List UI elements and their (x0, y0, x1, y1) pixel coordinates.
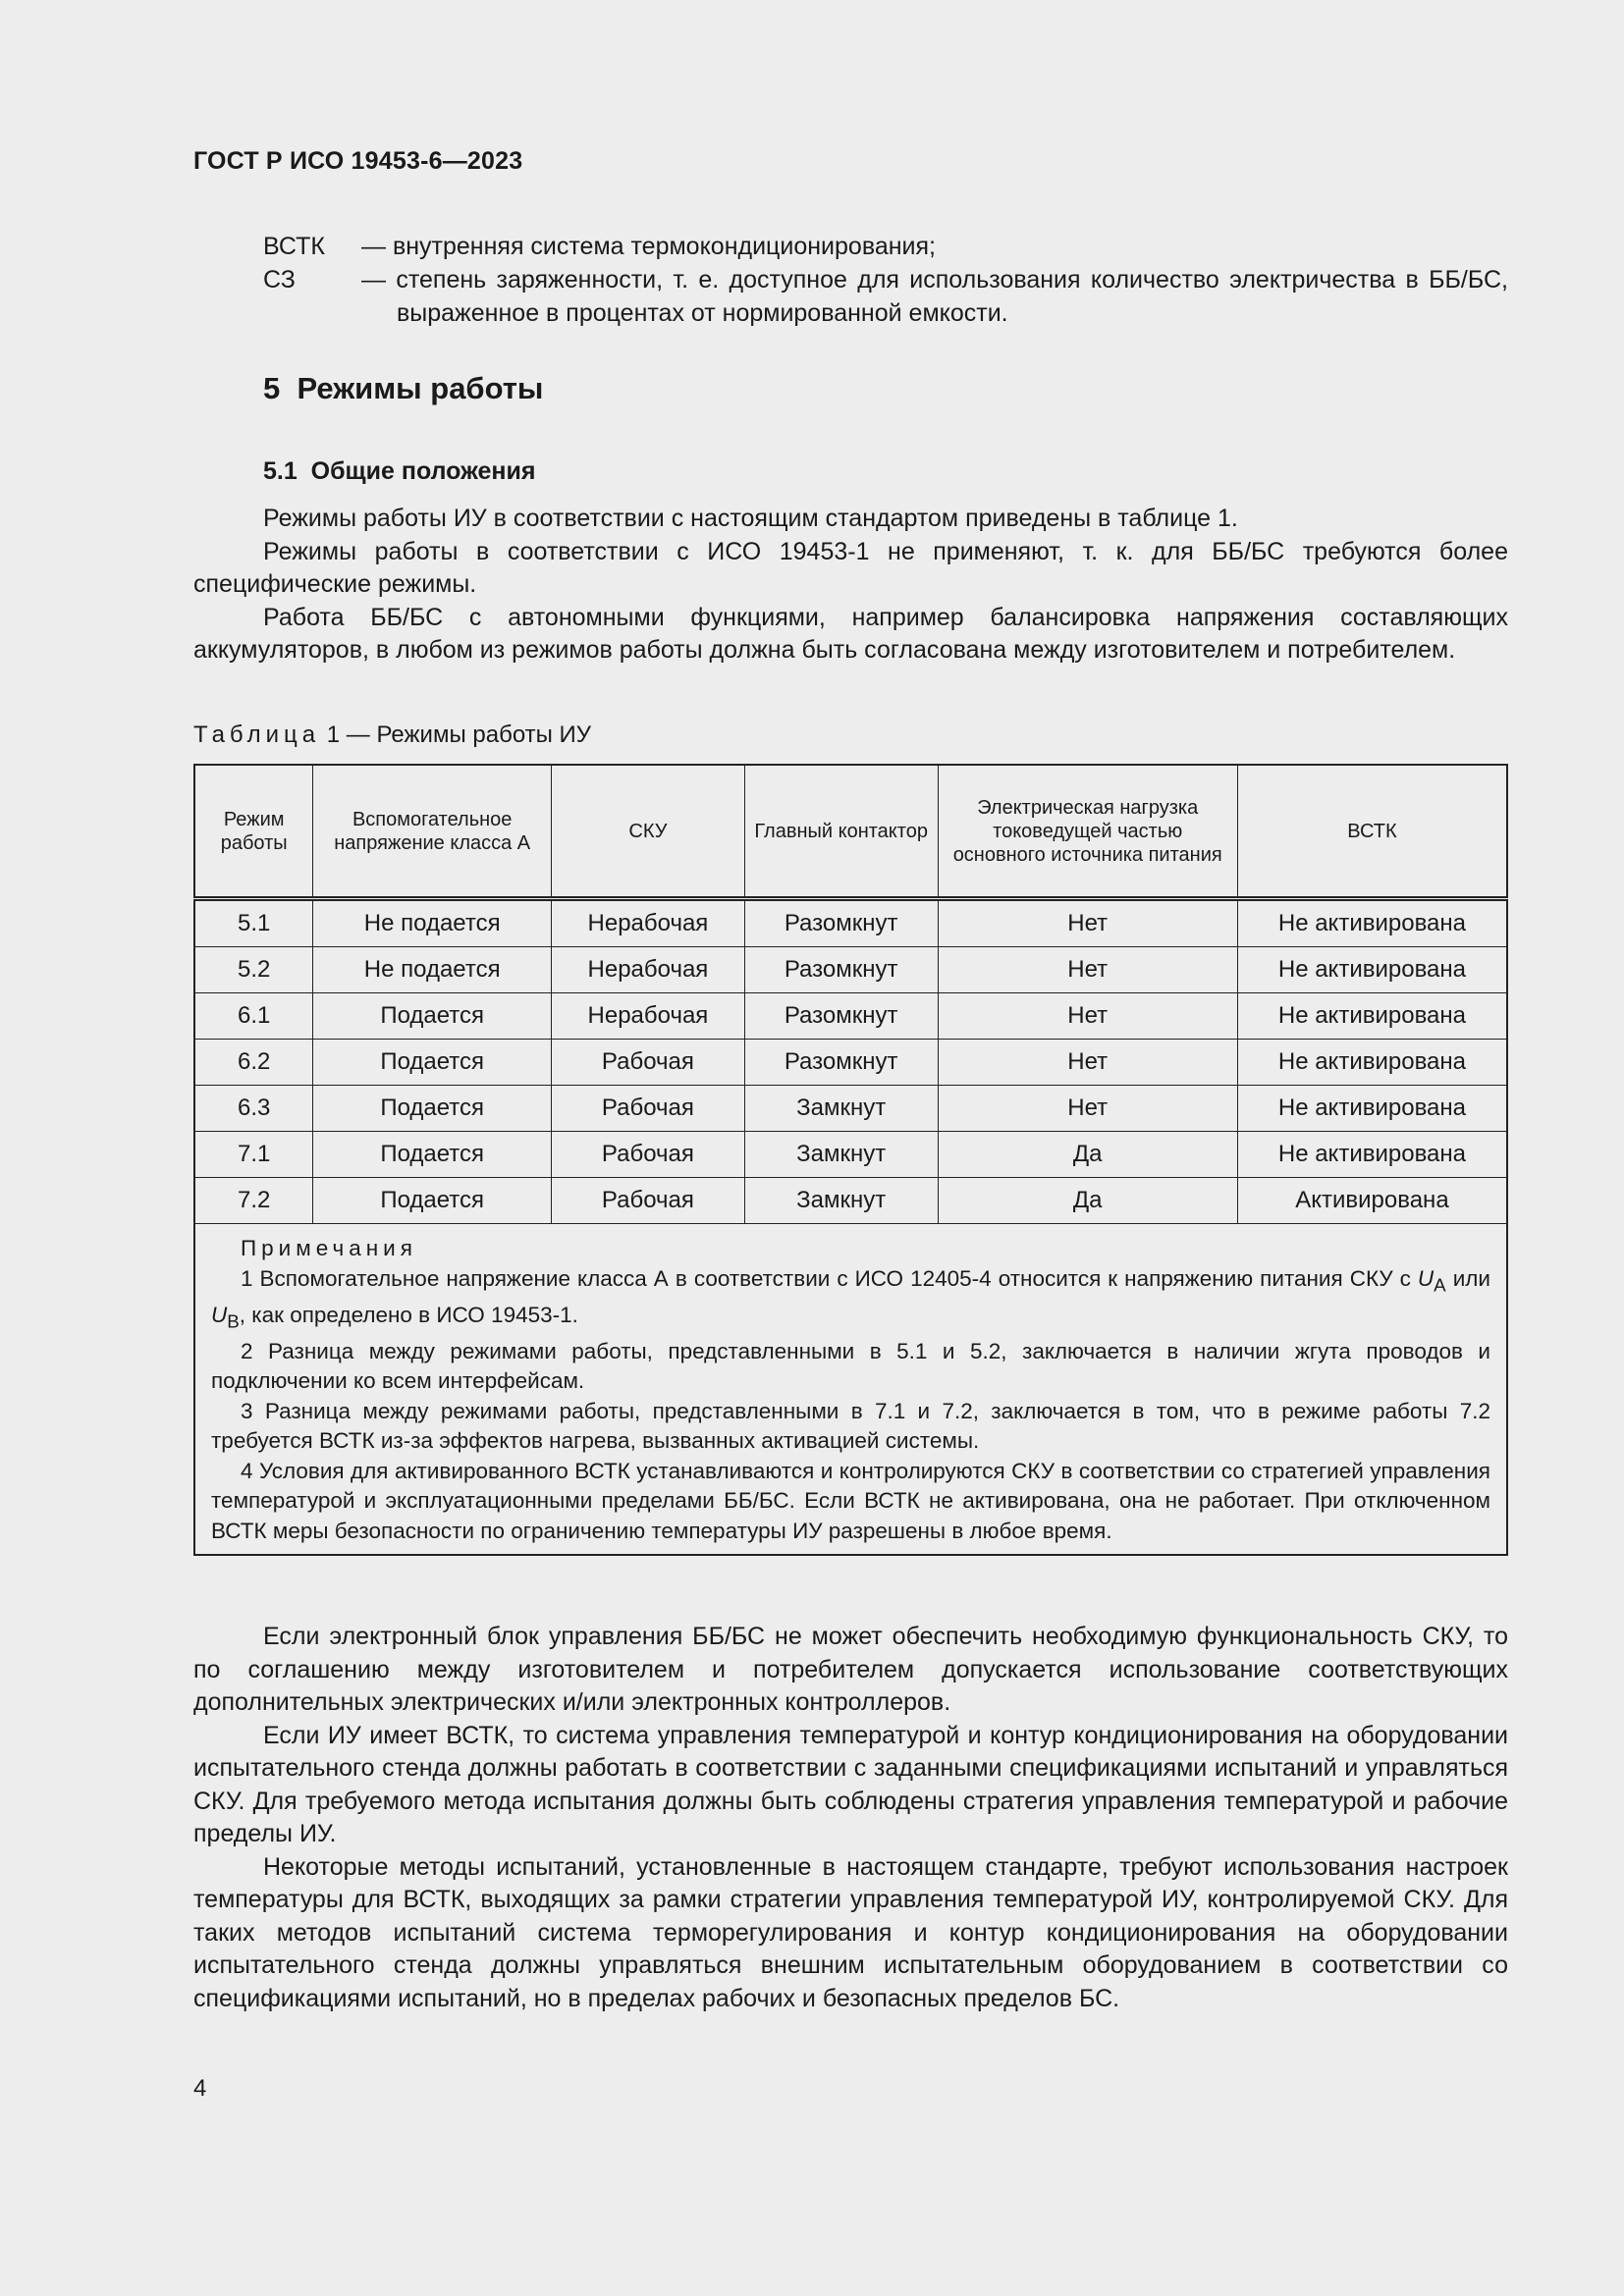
note-2: 2 Разница между режимами работы, представленными в 5.1 и 5.2, заключается в наличии жгута проводов и подключении ко всем интерфейсам. (211, 1338, 1490, 1393)
table-cell: 7.1 (194, 1132, 313, 1178)
column-header-main-contactor: Главный контактор (744, 765, 938, 899)
note-1-text: 1 Вспомогательное напряжение класса А в соответствии с ИСО 12405-4 относится к напряжению питания СКУ с (241, 1265, 1418, 1291)
table-cell: Нерабочая (552, 993, 745, 1040)
table-row (194, 1040, 1507, 1086)
table-cell: Да (938, 1132, 1237, 1178)
table-cell: Рабочая (552, 1178, 745, 1224)
table-cell: Разомкнут (744, 899, 938, 947)
abbreviation-term: ВСТК (263, 233, 325, 260)
note-1-or: или (1445, 1265, 1490, 1291)
table-cell: Нерабочая (552, 899, 745, 947)
document-code: ГОСТ Р ИСО 19453-6—2023 (193, 147, 523, 175)
table-cell: Рабочая (552, 1040, 745, 1086)
table-row (194, 1086, 1507, 1132)
paragraph: Некоторые методы испытаний, установленные в настоящем стандарте, требуют использования настроек температуры для ВСТК, выходящих за рамки стратегии управления температурой ИУ, контролируемой СКУ. Для таких методов испытаний система терморегулирования и контур кондиционирования на оборудовании испытательного стенда должны управляться внешним испытательным оборудованием в соответствии со спецификациями испытаний, но в пределах рабочих и безопасных пределов БС. (193, 1852, 1508, 2012)
notes-title: Примечания (241, 1236, 417, 1260)
table-caption (193, 721, 591, 749)
table-cell: Да (938, 1178, 1237, 1224)
table-row (194, 993, 1507, 1040)
table-cell: Не активирована (1237, 1086, 1507, 1132)
column-header-sku: СКУ (552, 765, 745, 899)
voltage-symbol: U (1417, 1265, 1435, 1291)
column-header-aux-voltage: Вспомогательное напряжение класса А (313, 765, 552, 899)
table-cell: Разомкнут (744, 993, 938, 1040)
table-cell: 5.2 (194, 947, 313, 993)
table-cell: Нет (938, 947, 1237, 993)
body-text (193, 1621, 1508, 2015)
table-row (194, 1178, 1507, 1224)
table-header-row (194, 765, 1507, 899)
table-row (194, 899, 1507, 947)
table-cell: Не активирована (1237, 899, 1507, 947)
column-header-electrical-load: Электрическая нагрузка токоведущей частью основного источника питания (938, 765, 1237, 899)
table-row (194, 1132, 1507, 1178)
table-cell: 6.1 (194, 993, 313, 1040)
table-cell: 6.3 (194, 1086, 313, 1132)
table-cell: Подается (313, 993, 552, 1040)
section-heading: 5 Режимы работы (263, 371, 544, 405)
abbreviation-definition: — степень заряженности, т. е. доступное для использования количество электричества в ББ/БС, выраженное в процентах от нормированной емкости. (361, 266, 1508, 327)
table-cell: Нерабочая (552, 947, 745, 993)
paragraph: Если электронный блок управления ББ/БС не может обеспечить необходимую функциональность СКУ, то по соглашению между изготовителем и потребителем допускается использование соответствующих дополнительных электрических и/или электронных контроллеров. (193, 1623, 1508, 1716)
paragraph: Работа ББ/БС с автономными функциями, например балансировка напряжения составляющих аккумуляторов, в любом из режимов работы должна быть согласована между изготовителем и потребителем. (193, 603, 1508, 664)
modes-table (193, 764, 1508, 1556)
subscript-b: B (227, 1310, 240, 1331)
table-cell: Замкнут (744, 1086, 938, 1132)
column-header-mode: Режим работы (194, 765, 313, 899)
voltage-symbol: U (211, 1302, 228, 1327)
column-header-vstk: ВСТК (1237, 765, 1507, 899)
table-notes-row (194, 1224, 1507, 1556)
note-4: 4 Условия для активированного ВСТК устанавливаются и контролируются СКУ в соответствии со стратегией управления температурой и эксплуатационными пределами ББ/БС. Если ВСТК не активирована, она не работает. При отключенном ВСТК меры безопасности по ограничению температуры ИУ разрешены в любое время. (211, 1458, 1490, 1543)
table-cell: Замкнут (744, 1178, 938, 1224)
table-cell: 6.2 (194, 1040, 313, 1086)
table-notes (194, 1224, 1507, 1556)
note-3: 3 Разница между режимами работы, представленными в 7.1 и 7.2, заключается в том, что в режиме работы 7.2 требуется ВСТК из-за эффектов нагрева, вызванных активацией системы. (211, 1398, 1490, 1453)
table-cell: Рабочая (552, 1086, 745, 1132)
abbreviation-entry (263, 230, 1508, 263)
paragraph: Режимы работы в соответствии с ИСО 19453-1 не применяют, т. к. для ББ/БС требуются более специфические режимы. (193, 537, 1508, 598)
abbreviation-definition: — внутренняя система термокондиционирования; (361, 233, 936, 260)
table-cell: Не подается (313, 899, 552, 947)
table-cell: Не активирована (1237, 1132, 1507, 1178)
abbreviation-term: СЗ (263, 266, 296, 294)
table-cell: Не активирована (1237, 1040, 1507, 1086)
table-cell: Нет (938, 899, 1237, 947)
paragraph: Режимы работы ИУ в соответствии с настоящим стандартом приведены в таблице 1. (263, 505, 1238, 532)
table-cell: Не активирована (1237, 947, 1507, 993)
subsection-heading: 5.1 Общие положения (263, 457, 536, 485)
table-cell: Подается (313, 1132, 552, 1178)
intro-text (193, 503, 1508, 667)
note-1 (211, 1264, 1490, 1337)
table-cell: Разомкнут (744, 1040, 938, 1086)
paragraph: Если ИУ имеет ВСТК, то система управления температурой и контур кондиционирования на оборудовании испытательного стенда должны работать в соответствии с заданными спецификациями испытаний и управляться СКУ. Для требуемого метода испытания должны быть соблюдены стратегия управления температурой и рабочие пределы ИУ. (193, 1721, 1508, 1847)
table-cell: Нет (938, 1086, 1237, 1132)
page-number: 4 (193, 2075, 207, 2102)
table-cell: Рабочая (552, 1132, 745, 1178)
table-cell: Активирована (1237, 1178, 1507, 1224)
subscript-a: A (1434, 1274, 1446, 1295)
note-1-end: , как определено в ИСО 19453-1. (239, 1302, 578, 1327)
table-cell: Подается (313, 1040, 552, 1086)
table-cell: Замкнут (744, 1132, 938, 1178)
abbreviation-entry (263, 263, 1508, 330)
table-caption-title: 1 — Режимы работы ИУ (326, 721, 592, 748)
table-cell: Разомкнут (744, 947, 938, 993)
table-row (194, 947, 1507, 993)
table-cell: 7.2 (194, 1178, 313, 1224)
table-cell: Не активирована (1237, 993, 1507, 1040)
table-cell: 5.1 (194, 899, 313, 947)
table-cell: Нет (938, 1040, 1237, 1086)
table-cell: Нет (938, 993, 1237, 1040)
table-cell: Подается (313, 1086, 552, 1132)
table-cell: Подается (313, 1178, 552, 1224)
table-cell: Не подается (313, 947, 552, 993)
table-caption-label: Таблица (193, 721, 321, 748)
